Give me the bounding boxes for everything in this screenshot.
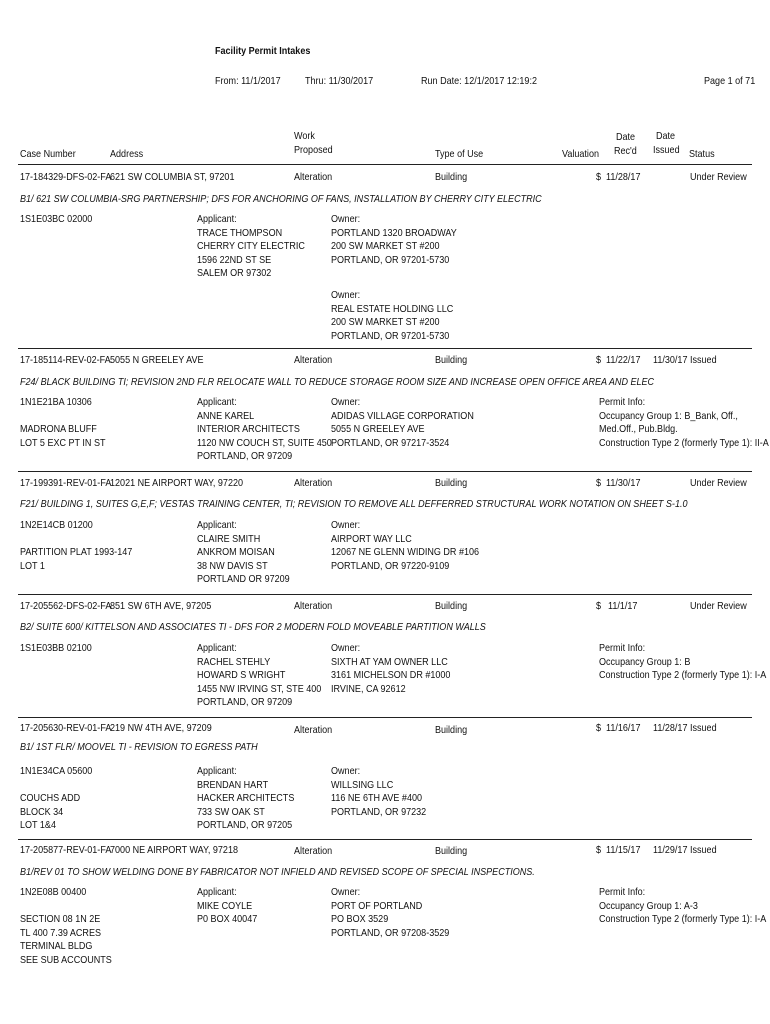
col-work-proposed-2: Proposed [294, 144, 333, 156]
page-number: Page 1 of 71 [704, 75, 756, 87]
record-divider [18, 348, 752, 349]
col-date-recd-2: Rec'd [614, 145, 637, 157]
date-received: 11/15/17 [606, 844, 641, 856]
parcel-info: 1S1E03BC 02000 [20, 213, 93, 225]
date-issued: 11/30/17 [653, 354, 688, 366]
type-of-use: Building [435, 477, 468, 489]
status: Issued [690, 722, 717, 734]
date-received: 11/30/17 [606, 477, 641, 489]
valuation: $ [596, 477, 602, 489]
address: 851 SW 6TH AVE, 97205 [110, 600, 212, 612]
case-number: 17-205877-REV-01-FA [20, 844, 112, 856]
address: 12021 NE AIRPORT WAY, 97220 [110, 477, 244, 489]
parcel-info: 1N1E21BA 10306 MADRONA BLUFF LOT 5 EXC PT IN ST [20, 396, 106, 449]
parcel-info: 1N1E34CA 05600 COUCHS ADD BLOCK 34 LOT 1&4 [20, 765, 93, 831]
valuation: $ [596, 600, 602, 612]
date-thru: Thru: 11/30/2017 [305, 75, 374, 87]
case-number: 17-205630-REV-01-FA [20, 722, 112, 734]
col-address: Address [110, 148, 144, 160]
owner-block: Owner: PORTLAND 1320 BROADWAY 200 SW MARKET ST #200 PORTLAND, OR 97201-5730 [331, 213, 457, 266]
owner-block: Owner: WILLSING LLC 116 NE 6TH AVE #400 PORTLAND, OR 97232 [331, 765, 427, 818]
owner-block: Owner: SIXTH AT YAM OWNER LLC 3161 MICHELSON DR #1000 IRVINE, CA 92612 [331, 642, 451, 695]
col-date-recd-1: Date [616, 131, 636, 143]
description: F21/ BUILDING 1, SUITES G,E,F; VESTAS TRAINING CENTER, TI; REVISION TO REMOVE ALL DEFFERRED STRUCTURAL WORK NOTATION ON SHEET S-1.0 [20, 498, 688, 510]
type-of-use: Building [435, 724, 468, 736]
date-received: 11/28/17 [606, 171, 641, 183]
col-date-issued-2: Issued [653, 144, 680, 156]
applicant-block: Applicant: TRACE THOMPSON CHERRY CITY ELECTRIC 1596 22ND ST SE SALEM OR 97302 [197, 213, 305, 279]
work-proposed: Alteration [294, 477, 333, 489]
address: 5055 N GREELEY AVE [110, 354, 204, 366]
col-valuation: Valuation [562, 148, 599, 160]
work-proposed: Alteration [294, 171, 333, 183]
record-divider [18, 839, 752, 840]
date-issued: 11/29/17 [653, 844, 688, 856]
applicant-block: Applicant: MIKE COYLE P0 BOX 40047 [197, 886, 258, 925]
valuation: $ [596, 171, 602, 183]
case-number: 17-184329-DFS-02-FA [20, 171, 112, 183]
work-proposed: Alteration [294, 845, 333, 857]
date-from: From: 11/1/2017 [215, 75, 281, 87]
col-date-issued-1: Date [656, 130, 676, 142]
type-of-use: Building [435, 600, 468, 612]
col-type-of-use: Type of Use [435, 148, 484, 160]
description: B1/ 1ST FLR/ MOOVEL TI - REVISION TO EGRESS PATH [20, 741, 258, 753]
permit-info: Permit Info: Occupancy Group 1: B Construction Type 2 (formerly Type 1): I-A [599, 642, 767, 681]
col-case-number: Case Number [20, 148, 76, 160]
date-issued: 11/28/17 [653, 722, 688, 734]
owner-block: Owner: PORT OF PORTLAND PO BOX 3529 PORTLAND, OR 97208-3529 [331, 886, 450, 939]
parcel-info: 1S1E03BB 02100 [20, 642, 92, 654]
col-status: Status [689, 148, 715, 160]
status: Under Review [690, 477, 747, 489]
header-divider [18, 164, 752, 165]
applicant-block: Applicant: BRENDAN HART HACKER ARCHITECTS 733 SW OAK ST PORTLAND, OR 97205 [197, 765, 295, 831]
type-of-use: Building [435, 354, 468, 366]
type-of-use: Building [435, 845, 468, 857]
status: Issued [690, 844, 717, 856]
type-of-use: Building [435, 171, 468, 183]
run-date: Run Date: 12/1/2017 12:19:2 [421, 75, 537, 87]
report-title: Facility Permit Intakes [215, 45, 311, 57]
case-number: 17-185114-REV-02-FA [20, 354, 111, 366]
permit-info: Permit Info: Occupancy Group 1: A-3 Construction Type 2 (formerly Type 1): I-A [599, 886, 767, 925]
description: B1/REV 01 TO SHOW WELDING DONE BY FABRICATOR NOT INFIELD AND REVISED SCOPE OF SPECIAL INSPECTIONS. [20, 866, 535, 878]
address: 219 NW 4TH AVE, 97209 [110, 722, 212, 734]
record-divider [18, 471, 752, 472]
valuation: $ [596, 844, 602, 856]
status: Under Review [690, 171, 747, 183]
status: Under Review [690, 600, 747, 612]
valuation: $ [596, 722, 602, 734]
address: 621 SW COLUMBIA ST, 97201 [110, 171, 235, 183]
permit-info: Permit Info: Occupancy Group 1: B_Bank, Off., Med.Off., Pub.Bldg. Construction Type 2 (formerly Type 1): II-A [599, 396, 769, 449]
applicant-block: Applicant: CLAIRE SMITH ANKROM MOISAN 38 NW DAVIS ST PORTLAND OR 97209 [197, 519, 290, 585]
address: 7000 NE AIRPORT WAY, 97218 [110, 844, 239, 856]
status: Issued [690, 354, 717, 366]
owner-block: Owner: REAL ESTATE HOLDING LLC 200 SW MARKET ST #200 PORTLAND, OR 97201-5730 [331, 289, 454, 342]
case-number: 17-205562-DFS-02-FA [20, 600, 112, 612]
date-received: 11/16/17 [606, 722, 641, 734]
date-received: 11/1/17 [608, 600, 638, 612]
parcel-info: 1N2E14CB 01200 PARTITION PLAT 1993-147 LOT 1 [20, 519, 133, 572]
owner-block: Owner: AIRPORT WAY LLC 12067 NE GLENN WIDING DR #106 PORTLAND, OR 97220-9109 [331, 519, 480, 572]
owner-block: Owner: ADIDAS VILLAGE CORPORATION 5055 N GREELEY AVE PORTLAND, OR 97217-3524 [331, 396, 474, 449]
description: F24/ BLACK BUILDING TI; REVISION 2ND FLR RELOCATE WALL TO REDUCE STORAGE ROOM SIZE AND INCREASE OPEN OFFICE AREA AND ELEC [20, 376, 655, 388]
work-proposed: Alteration [294, 354, 333, 366]
description: B2/ SUITE 600/ KITTELSON AND ASSOCIATES TI - DFS FOR 2 MODERN FOLD MOVEABLE PARTITION WALLS [20, 621, 486, 633]
work-proposed: Alteration [294, 724, 333, 736]
valuation: $ [596, 354, 602, 366]
date-received: 11/22/17 [606, 354, 641, 366]
parcel-info: 1N2E08B 00400 SECTION 08 1N 2E TL 400 7.39 ACRES TERMINAL BLDG SEE SUB ACCOUNTS [20, 886, 112, 966]
record-divider [18, 594, 752, 595]
work-proposed: Alteration [294, 600, 333, 612]
applicant-block: Applicant: RACHEL STEHLY HOWARD S WRIGHT 1455 NW IRVING ST, STE 400 PORTLAND, OR 97209 [197, 642, 322, 708]
applicant-block: Applicant: ANNE KAREL INTERIOR ARCHITECTS 1120 NW COUCH ST, SUITE 450 PORTLAND, OR 97209 [197, 396, 332, 462]
case-number: 17-199391-REV-01-FA [20, 477, 112, 489]
description: B1/ 621 SW COLUMBIA-SRG PARTNERSHIP; DFS FOR ANCHORING OF FANS, INSTALLATION BY CHERRY CITY ELECTRIC [20, 193, 542, 205]
col-work-proposed-1: Work [294, 130, 315, 142]
record-divider [18, 717, 752, 718]
